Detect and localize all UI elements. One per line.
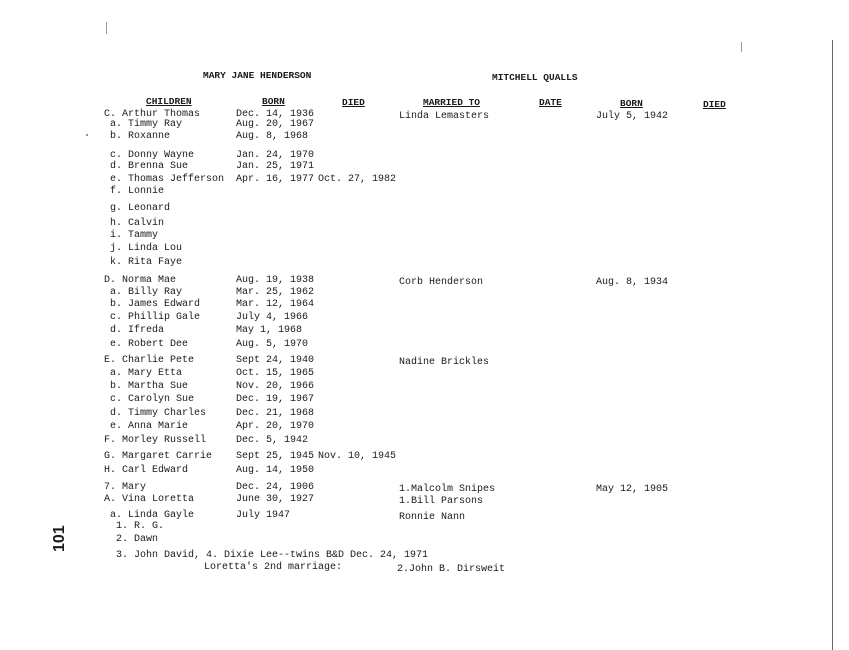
- spouse-born: Aug. 8, 1934: [596, 277, 669, 288]
- child-name: i. Tammy: [104, 230, 159, 241]
- child-name: d. Brenna Sue: [104, 161, 189, 172]
- child-born: July 4, 1966: [236, 312, 309, 323]
- child-born: Aug. 5, 1970: [236, 339, 309, 350]
- child-name: F. Morley Russell: [104, 435, 207, 446]
- child-name: A. Vina Loretta: [104, 494, 195, 505]
- child-born: Dec. 24, 1906: [236, 482, 315, 493]
- child-name: D. Norma Mae: [104, 275, 177, 286]
- child-born: May 1, 1968: [236, 325, 303, 336]
- page-number: 101: [51, 525, 68, 552]
- child-born: Jan. 25, 1971: [236, 161, 315, 172]
- twins-note: 3. John David, 4. Dixie Lee--twins B&D Dec. 24, 1971: [116, 550, 429, 561]
- child-born: Nov. 20, 1966: [236, 381, 315, 392]
- col-spouse-died: DIED: [703, 99, 726, 110]
- child-name: f. Lonnie: [104, 186, 165, 197]
- child-died: Oct. 27, 1982: [318, 174, 397, 185]
- spouse-name: 1.Malcolm Snipes: [399, 484, 496, 495]
- scan-mark: [106, 22, 107, 34]
- child-born: June 30, 1927: [236, 494, 315, 505]
- father-name: MITCHELL QUALLS: [492, 72, 578, 83]
- child-born: Dec. 14, 1936: [236, 109, 315, 120]
- second-marriage-label: Loretta's 2nd marriage:: [204, 562, 343, 573]
- spouse-name: Nadine Brickles: [399, 357, 490, 368]
- child-born: Dec. 19, 1967: [236, 394, 315, 405]
- spouse-born: May 12, 1905: [596, 484, 669, 495]
- child-name: e. Anna Marie: [104, 421, 189, 432]
- child-born: July 1947: [236, 510, 291, 521]
- col-married-to: MARRIED TO: [423, 97, 481, 108]
- child-name: h. Calvin: [104, 218, 165, 229]
- child-born: Apr. 16, 1977: [236, 174, 315, 185]
- spouse-name: Corb Henderson: [399, 277, 484, 288]
- child-name: e. Robert Dee: [104, 339, 189, 350]
- child-born: Aug. 8, 1968: [236, 131, 309, 142]
- col-died: DIED: [342, 97, 365, 108]
- child-name: a. Mary Etta: [104, 368, 183, 379]
- child-name: e. Thomas Jefferson: [104, 174, 225, 185]
- scan-mark: [741, 42, 742, 52]
- scan-mark: [86, 134, 88, 136]
- col-spouse-born: BORN: [620, 98, 643, 109]
- child-name: b. Martha Sue: [104, 381, 189, 392]
- child-name: H. Carl Edward: [104, 465, 189, 476]
- child-name: 1. R. G.: [104, 521, 165, 532]
- child-name: k. Rita Faye: [104, 257, 183, 268]
- child-name: G. Margaret Carrie: [104, 451, 213, 462]
- child-born: Aug. 19, 1938: [236, 275, 315, 286]
- child-name: c. Donny Wayne: [104, 150, 195, 161]
- spouse-born: July 5, 1942: [596, 111, 669, 122]
- child-name: g. Leonard: [104, 203, 171, 214]
- child-name: d. Ifreda: [104, 325, 165, 336]
- child-born: Mar. 12, 1964: [236, 299, 315, 310]
- child-name: c. Carolyn Sue: [104, 394, 195, 405]
- col-children: CHILDREN: [146, 96, 192, 107]
- child-name: E. Charlie Pete: [104, 355, 195, 366]
- child-name: C. Arthur Thomas: [104, 109, 201, 120]
- spouse-name: Linda Lemasters: [399, 111, 490, 122]
- page-edge-line: [832, 40, 833, 650]
- child-born: Sept 24, 1940: [236, 355, 315, 366]
- child-born: Apr. 20, 1970: [236, 421, 315, 432]
- spouse-name: Ronnie Nann: [399, 512, 466, 523]
- child-name: d. Timmy Charles: [104, 408, 207, 419]
- child-name: a. Billy Ray: [104, 287, 183, 298]
- child-born: Jan. 24, 1970: [236, 150, 315, 161]
- second-marriage-name: 2.John B. Dirsweit: [397, 564, 506, 575]
- child-name: b. James Edward: [104, 299, 201, 310]
- child-born: Mar. 25, 1962: [236, 287, 315, 298]
- child-born: Dec. 21, 1968: [236, 408, 315, 419]
- child-name: c. Phillip Gale: [104, 312, 201, 323]
- child-name: a. Timmy Ray: [104, 119, 183, 130]
- child-born: Sept 25, 1945: [236, 451, 315, 462]
- col-date: DATE: [539, 97, 562, 108]
- child-born: Aug. 14, 1950: [236, 465, 315, 476]
- child-name: b. Roxanne: [104, 131, 171, 142]
- child-name: 7. Mary: [104, 482, 147, 493]
- child-name: j. Linda Lou: [104, 243, 183, 254]
- child-died: Nov. 10, 1945: [318, 451, 397, 462]
- child-born: Oct. 15, 1965: [236, 368, 315, 379]
- spouse-name: 1.Bill Parsons: [399, 496, 484, 507]
- child-name: 2. Dawn: [104, 534, 159, 545]
- child-name: a. Linda Gayle: [104, 510, 195, 521]
- child-born: Aug. 20, 1967: [236, 119, 315, 130]
- mother-name: MARY JANE HENDERSON: [203, 70, 312, 81]
- child-born: Dec. 5, 1942: [236, 435, 309, 446]
- col-born: BORN: [262, 96, 285, 107]
